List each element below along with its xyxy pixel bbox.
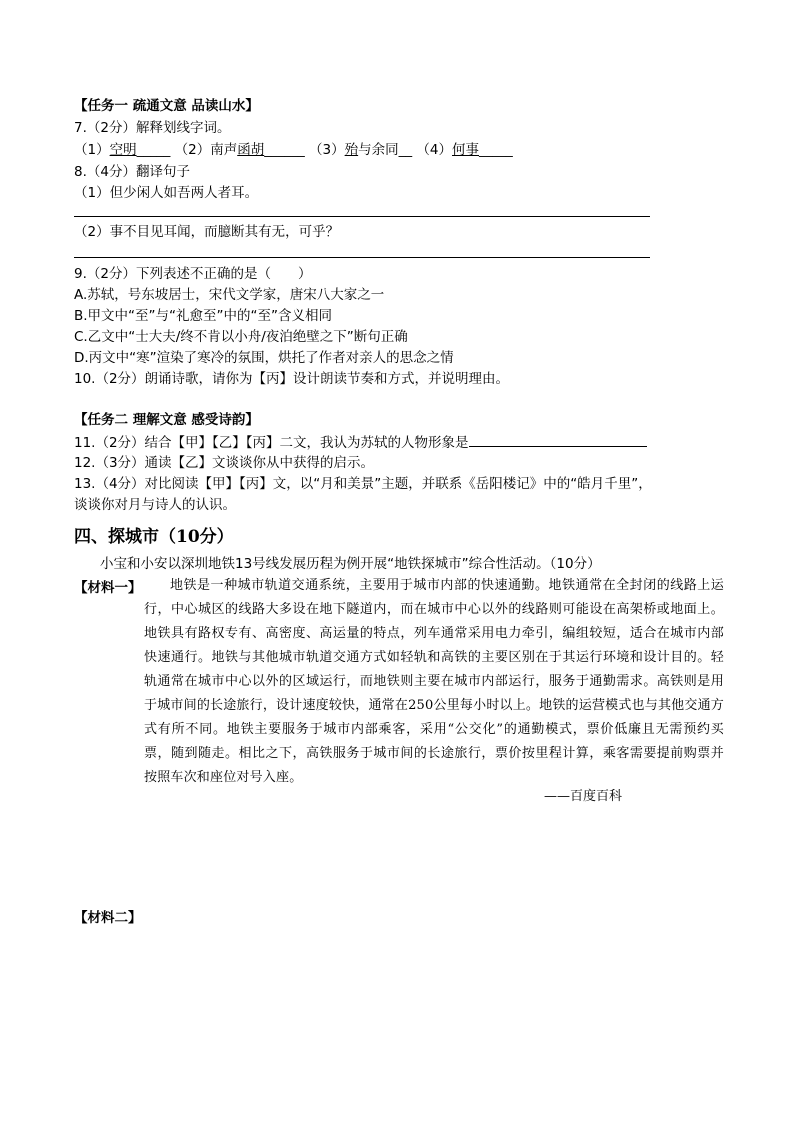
q12-prompt: 12.（3分）通读【乙】文谈谈你从中获得的启示。 <box>74 455 375 471</box>
q7-item2-blank: ______ <box>264 142 305 158</box>
q7-item3-blank: __ <box>398 142 413 158</box>
answer-line-2 <box>74 257 650 258</box>
section-title: 四、探城市（10分） <box>74 527 234 547</box>
q9-option-d: D.丙文中“寒”渲染了寒冷的氛围，烘托了作者对亲人的思念之情 <box>74 350 454 366</box>
q8-sentence-2: （2）事不目见耳闻，而臆断其有无，可乎？ <box>74 224 340 240</box>
q7-item3-num: （3） <box>309 142 345 158</box>
section-intro: 小宝和小安以深圳地铁13号线发展历程为例开展“地铁探城市”综合性活动。（10分） <box>100 556 601 572</box>
q7-prompt: 7.（2分）解释划线字词。 <box>74 120 231 136</box>
task2-heading: 【任务二 理解文意 感受诗韵】 <box>74 412 259 428</box>
material2-label: 【材料二】 <box>74 910 142 926</box>
q13-prompt-line-2: 谈谈你对月与诗人的认识。 <box>74 497 236 513</box>
material1-paragraph: 地铁是一种城市轨道交通系统，主要用于城市内部的快速通勤。地铁通常在全封闭的线路上运行，中心城区的线路大多设在地下隧道内，而在城市中心以外的线路则可能设在高架桥或地面上。地铁具有路权专有、高密度、高运量的特点，列车通常采用电力牵引，编组较短，适合在城市内部快速通行。地铁与其他城市轨道交通方式如轻轨和高铁的主要区别在于其运行环境和设计目的。轻轨通常在城市中心以外的区域运行，而地铁则主要在城市内部运行，服务于通勤需求。高铁则是用于城市间的长途旅行，设计速度较快，通常在250公里每小时以上。地铁的运营模式也与其他交通方式有所不同。地铁主要服务于城市内部乘客，采用“公交化”的通勤模式，票价低廉且无需预约买票，随到随走。相比之下，高铁服务于城市间的长途旅行，票价按里程计算，乘客需要提前购票并按照车次和座位对号入座。 <box>144 578 724 785</box>
q7-item4-word: 何事 <box>452 142 480 158</box>
q13-prompt-line-1: 13.（4分）对比阅读【甲】【丙】文，以“月和美景”主题，并联系《岳阳楼记》中的“皓月千里”， <box>74 476 652 492</box>
q9-option-c: C.乙文中“士大夫/终不肯以小舟/夜泊绝壁之下”断句正确 <box>74 329 408 345</box>
answer-line-1 <box>74 216 650 217</box>
q8-sentence-1: （1）但少闲人如吾两人者耳。 <box>74 185 259 201</box>
q8-prompt: 8.（4分）翻译句子 <box>74 164 190 180</box>
q7-item1-num: （1） <box>74 142 110 158</box>
q7-item2-num: （2）南声 <box>174 142 238 158</box>
material1-label: 【材料一】 <box>74 580 142 596</box>
q7-item2-word: 函胡 <box>237 142 265 158</box>
q9-option-b: B.甲文中“至”与“礼愈至”中的“至”含义相同 <box>74 308 333 324</box>
q11-text: 11.（2分）结合【甲】【乙】【丙】二文，我认为苏轼的人物形象是 <box>74 435 469 451</box>
task1-heading: 【任务一 疏通文意 品读山水】 <box>74 98 259 114</box>
q7-item3-rest: 与余同 <box>358 142 399 158</box>
q7-items <box>74 140 513 160</box>
q9-prompt: 9.（2分）下列表述不正确的是（ ） <box>74 266 312 282</box>
q9-option-a: A.苏轼，号东坡居士，宋代文学家，唐宋八大家之一 <box>74 287 385 303</box>
q7-item1-word: 空明 <box>109 142 137 158</box>
q7-item4-blank: _____ <box>479 142 513 158</box>
q11-answer-blank <box>469 432 647 447</box>
q7-item3-word: 殆 <box>344 142 359 158</box>
q7-item1-blank: _____ <box>136 142 171 158</box>
q10-prompt: 10.（2分）朗诵诗歌，请你为【丙】设计朗读节奏和方式，并说明理由。 <box>74 371 510 387</box>
material1-body <box>144 574 724 790</box>
q7-item4-num: （4） <box>416 142 453 158</box>
q11-prompt <box>74 432 647 453</box>
material1-source: ——百度百科 <box>543 789 622 804</box>
